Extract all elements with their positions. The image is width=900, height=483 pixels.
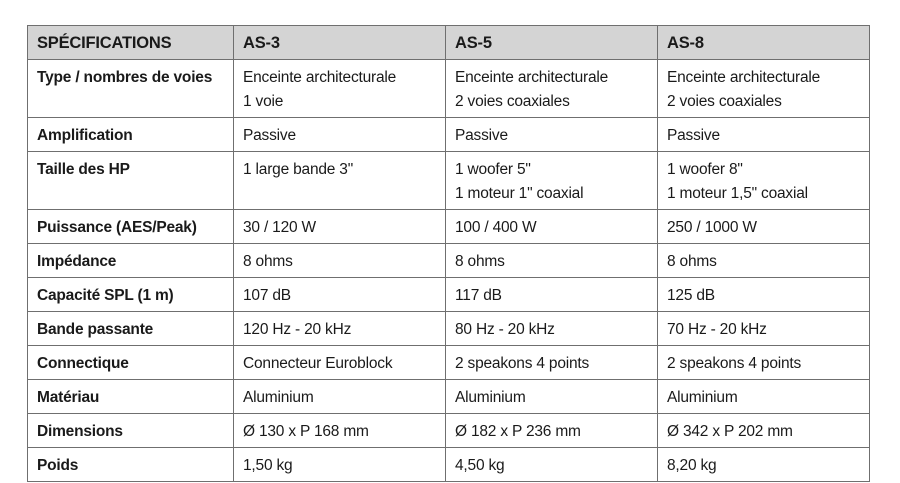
header-as-3: AS-3 <box>234 26 446 60</box>
spec-table <box>27 25 870 482</box>
row-dimensions <box>28 414 870 448</box>
cell-as-3 <box>234 118 446 152</box>
cell-as-3 <box>234 448 446 482</box>
row-type-voies <box>28 60 870 118</box>
row-puissance <box>28 210 870 244</box>
cell-line: Ø 342 x P 202 mm <box>667 423 793 440</box>
cell-line: 1 moteur 1" coaxial <box>455 185 584 202</box>
cell-line: Passive <box>243 127 296 144</box>
cell-line: 30 / 120 W <box>243 219 316 236</box>
cell-as-5 <box>446 118 658 152</box>
row-connectique <box>28 346 870 380</box>
cell-line: 1 voie <box>243 93 284 110</box>
cell-line: 70 Hz - 20 kHz <box>667 321 767 338</box>
cell-line: Passive <box>667 127 720 144</box>
cell-as-8 <box>658 244 870 278</box>
cell-as-8 <box>658 278 870 312</box>
cell-line: 2 speakons 4 points <box>667 355 802 372</box>
row-label: Bande passante <box>28 312 234 346</box>
cell-as-8 <box>658 414 870 448</box>
row-label: Amplification <box>28 118 234 152</box>
row-poids <box>28 448 870 482</box>
cell-as-5 <box>446 152 658 210</box>
row-label: Capacité SPL (1 m) <box>28 278 234 312</box>
row-taille-hp <box>28 152 870 210</box>
cell-as-8 <box>658 380 870 414</box>
cell-as-5 <box>446 60 658 118</box>
cell-as-8 <box>658 60 870 118</box>
cell-line: Aluminium <box>455 389 526 406</box>
cell-as-5 <box>446 346 658 380</box>
cell-line: 4,50 kg <box>455 457 505 474</box>
cell-as-5 <box>446 210 658 244</box>
row-capacite-spl <box>28 278 870 312</box>
cell-line: 1 large bande 3" <box>243 161 354 178</box>
row-label: Taille des HP <box>28 152 234 210</box>
cell-line: 125 dB <box>667 287 715 304</box>
cell-as-3 <box>234 414 446 448</box>
cell-as-5 <box>446 312 658 346</box>
cell-as-5 <box>446 414 658 448</box>
header-row <box>28 26 870 60</box>
cell-line: 1 woofer 8" <box>667 161 743 178</box>
cell-as-5 <box>446 448 658 482</box>
cell-line: 8 ohms <box>455 253 505 270</box>
cell-as-3 <box>234 312 446 346</box>
cell-line: Connecteur Euroblock <box>243 355 393 372</box>
cell-as-8 <box>658 118 870 152</box>
cell-line: 100 / 400 W <box>455 219 537 236</box>
cell-line: Aluminium <box>243 389 314 406</box>
cell-as-8 <box>658 152 870 210</box>
cell-line: 107 dB <box>243 287 291 304</box>
cell-as-3 <box>234 380 446 414</box>
cell-line: 2 speakons 4 points <box>455 355 590 372</box>
cell-line: Passive <box>455 127 508 144</box>
cell-line: 1 moteur 1,5" coaxial <box>667 185 808 202</box>
header-specifications: SPÉCIFICATIONS <box>28 26 234 60</box>
cell-line: Enceinte architecturale <box>243 69 397 86</box>
cell-as-3 <box>234 346 446 380</box>
row-impedance <box>28 244 870 278</box>
cell-line: 117 dB <box>455 287 502 304</box>
row-bande-passante <box>28 312 870 346</box>
row-label: Dimensions <box>28 414 234 448</box>
header-as-8: AS-8 <box>658 26 870 60</box>
cell-as-5 <box>446 278 658 312</box>
cell-as-3 <box>234 60 446 118</box>
header-as-5: AS-5 <box>446 26 658 60</box>
cell-as-3 <box>234 278 446 312</box>
cell-line: 120 Hz - 20 kHz <box>243 321 352 338</box>
cell-line: Enceinte architecturale <box>667 69 821 86</box>
cell-line: Ø 130 x P 168 mm <box>243 423 369 440</box>
cell-as-3 <box>234 244 446 278</box>
table-body <box>28 60 870 482</box>
cell-line: 1,50 kg <box>243 457 293 474</box>
row-label: Connectique <box>28 346 234 380</box>
row-materiau <box>28 380 870 414</box>
cell-as-8 <box>658 346 870 380</box>
cell-as-3 <box>234 210 446 244</box>
cell-line: 8,20 kg <box>667 457 717 474</box>
row-label: Poids <box>28 448 234 482</box>
table-header <box>28 26 870 60</box>
cell-line: Ø 182 x P 236 mm <box>455 423 581 440</box>
row-label: Matériau <box>28 380 234 414</box>
row-label: Impédance <box>28 244 234 278</box>
row-label: Puissance (AES/Peak) <box>28 210 234 244</box>
cell-line: Aluminium <box>667 389 738 406</box>
cell-as-8 <box>658 210 870 244</box>
cell-line: 8 ohms <box>667 253 717 270</box>
cell-line: 2 voies coaxiales <box>667 93 782 110</box>
row-label: Type / nombres de voies <box>28 60 234 118</box>
cell-as-8 <box>658 312 870 346</box>
cell-line: 80 Hz - 20 kHz <box>455 321 555 338</box>
row-amplification <box>28 118 870 152</box>
cell-as-5 <box>446 244 658 278</box>
cell-as-3 <box>234 152 446 210</box>
cell-line: 1 woofer 5" <box>455 161 531 178</box>
cell-as-5 <box>446 380 658 414</box>
cell-line: 250 / 1000 W <box>667 219 757 236</box>
cell-line: 8 ohms <box>243 253 293 270</box>
cell-line: Enceinte architecturale <box>455 69 609 86</box>
cell-line: 2 voies coaxiales <box>455 93 570 110</box>
cell-as-8 <box>658 448 870 482</box>
